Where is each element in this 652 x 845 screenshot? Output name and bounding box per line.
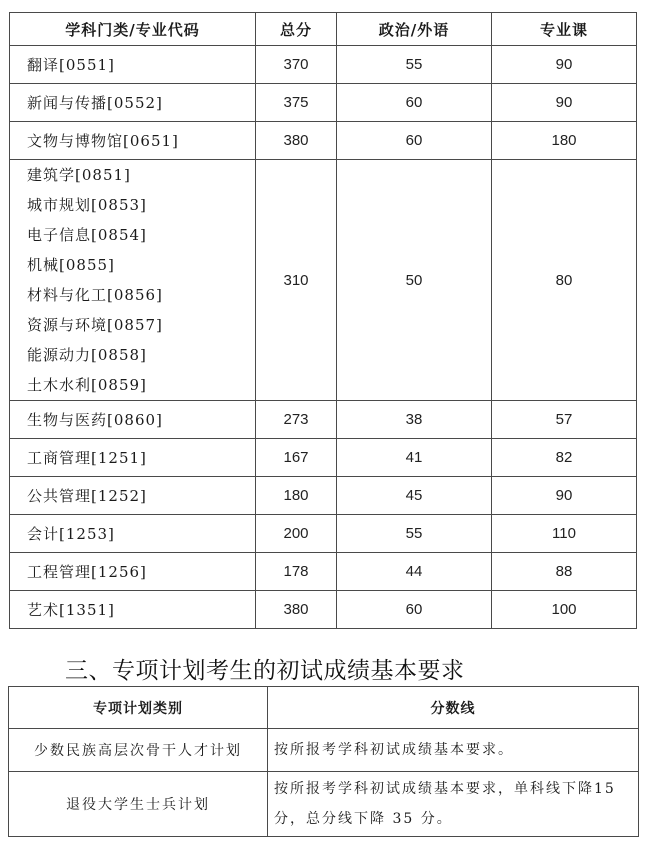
header-score-line: 分数线 xyxy=(268,687,639,729)
table-row xyxy=(10,553,637,591)
major-score: 90 xyxy=(492,46,637,84)
table-header-row xyxy=(10,13,637,46)
table-row xyxy=(10,401,637,439)
discipline-name: 工商管理[1251] xyxy=(10,439,256,477)
total-score: 380 xyxy=(256,591,337,629)
politics-language-score: 60 xyxy=(337,122,492,160)
politics-language-score: 60 xyxy=(337,591,492,629)
plan-category: 少数民族高层次骨干人才计划 xyxy=(9,729,268,772)
table-row xyxy=(10,46,637,84)
table-row xyxy=(10,84,637,122)
discipline-name: 翻译[0551] xyxy=(10,46,256,84)
table-row xyxy=(10,439,637,477)
major-score: 90 xyxy=(492,477,637,515)
section-heading: 三、专项计划考生的初试成绩基本要求 xyxy=(65,658,465,684)
major-score: 100 xyxy=(492,591,637,629)
header-total: 总分 xyxy=(256,13,337,46)
plan-requirement: 按所报考学科初试成绩基本要求，单科线下降15 分，总分线下降 35 分。 xyxy=(268,772,639,837)
discipline-name-list xyxy=(10,160,256,401)
table-row xyxy=(10,515,637,553)
politics-language-score: 44 xyxy=(337,553,492,591)
table-row xyxy=(10,591,637,629)
total-score: 178 xyxy=(256,553,337,591)
discipline-name: 工程管理[1256] xyxy=(10,553,256,591)
header-major: 专业课 xyxy=(492,13,637,46)
table-row xyxy=(9,772,639,837)
politics-language-score: 55 xyxy=(337,46,492,84)
discipline-name: 材料与化工[0856] xyxy=(27,286,163,304)
total-score: 273 xyxy=(256,401,337,439)
major-score: 110 xyxy=(492,515,637,553)
major-score: 88 xyxy=(492,553,637,591)
discipline-name: 机械[0855] xyxy=(27,256,115,274)
total-score: 380 xyxy=(256,122,337,160)
score-requirements-table xyxy=(9,12,637,629)
header-plan-category: 专项计划类别 xyxy=(9,687,268,729)
major-score: 57 xyxy=(492,401,637,439)
discipline-name: 城市规划[0853] xyxy=(27,196,147,214)
discipline-name: 新闻与传播[0552] xyxy=(10,84,256,122)
total-score: 375 xyxy=(256,84,337,122)
table-row xyxy=(9,729,639,772)
discipline-name: 文物与博物馆[0651] xyxy=(10,122,256,160)
total-score: 370 xyxy=(256,46,337,84)
major-score: 82 xyxy=(492,439,637,477)
politics-language-score: 60 xyxy=(337,84,492,122)
total-score: 310 xyxy=(256,160,337,401)
politics-language-score: 50 xyxy=(337,160,492,401)
discipline-name: 资源与环境[0857] xyxy=(27,316,163,334)
discipline-name: 土木水利[0859] xyxy=(27,376,147,394)
header-discipline: 学科门类/专业代码 xyxy=(10,13,256,46)
major-score: 80 xyxy=(492,160,637,401)
table-row xyxy=(10,122,637,160)
politics-language-score: 41 xyxy=(337,439,492,477)
politics-language-score: 55 xyxy=(337,515,492,553)
header-politics-language: 政治/外语 xyxy=(337,13,492,46)
total-score: 180 xyxy=(256,477,337,515)
politics-language-score: 45 xyxy=(337,477,492,515)
politics-language-score: 38 xyxy=(337,401,492,439)
total-score: 167 xyxy=(256,439,337,477)
major-score: 90 xyxy=(492,84,637,122)
discipline-name: 电子信息[0854] xyxy=(27,226,147,244)
plan-requirement: 按所报考学科初试成绩基本要求。 xyxy=(268,729,639,772)
discipline-name: 公共管理[1252] xyxy=(10,477,256,515)
special-plan-table xyxy=(8,686,639,837)
table-row xyxy=(10,477,637,515)
major-score: 180 xyxy=(492,122,637,160)
discipline-name: 艺术[1351] xyxy=(10,591,256,629)
total-score: 200 xyxy=(256,515,337,553)
plan-category: 退役大学生士兵计划 xyxy=(9,772,268,837)
discipline-name: 建筑学[0851] xyxy=(27,166,131,184)
table-header-row xyxy=(9,687,639,729)
discipline-name: 能源动力[0858] xyxy=(27,346,147,364)
discipline-name: 生物与医药[0860] xyxy=(10,401,256,439)
table-row-engineering-group xyxy=(10,160,637,401)
discipline-name: 会计[1253] xyxy=(10,515,256,553)
